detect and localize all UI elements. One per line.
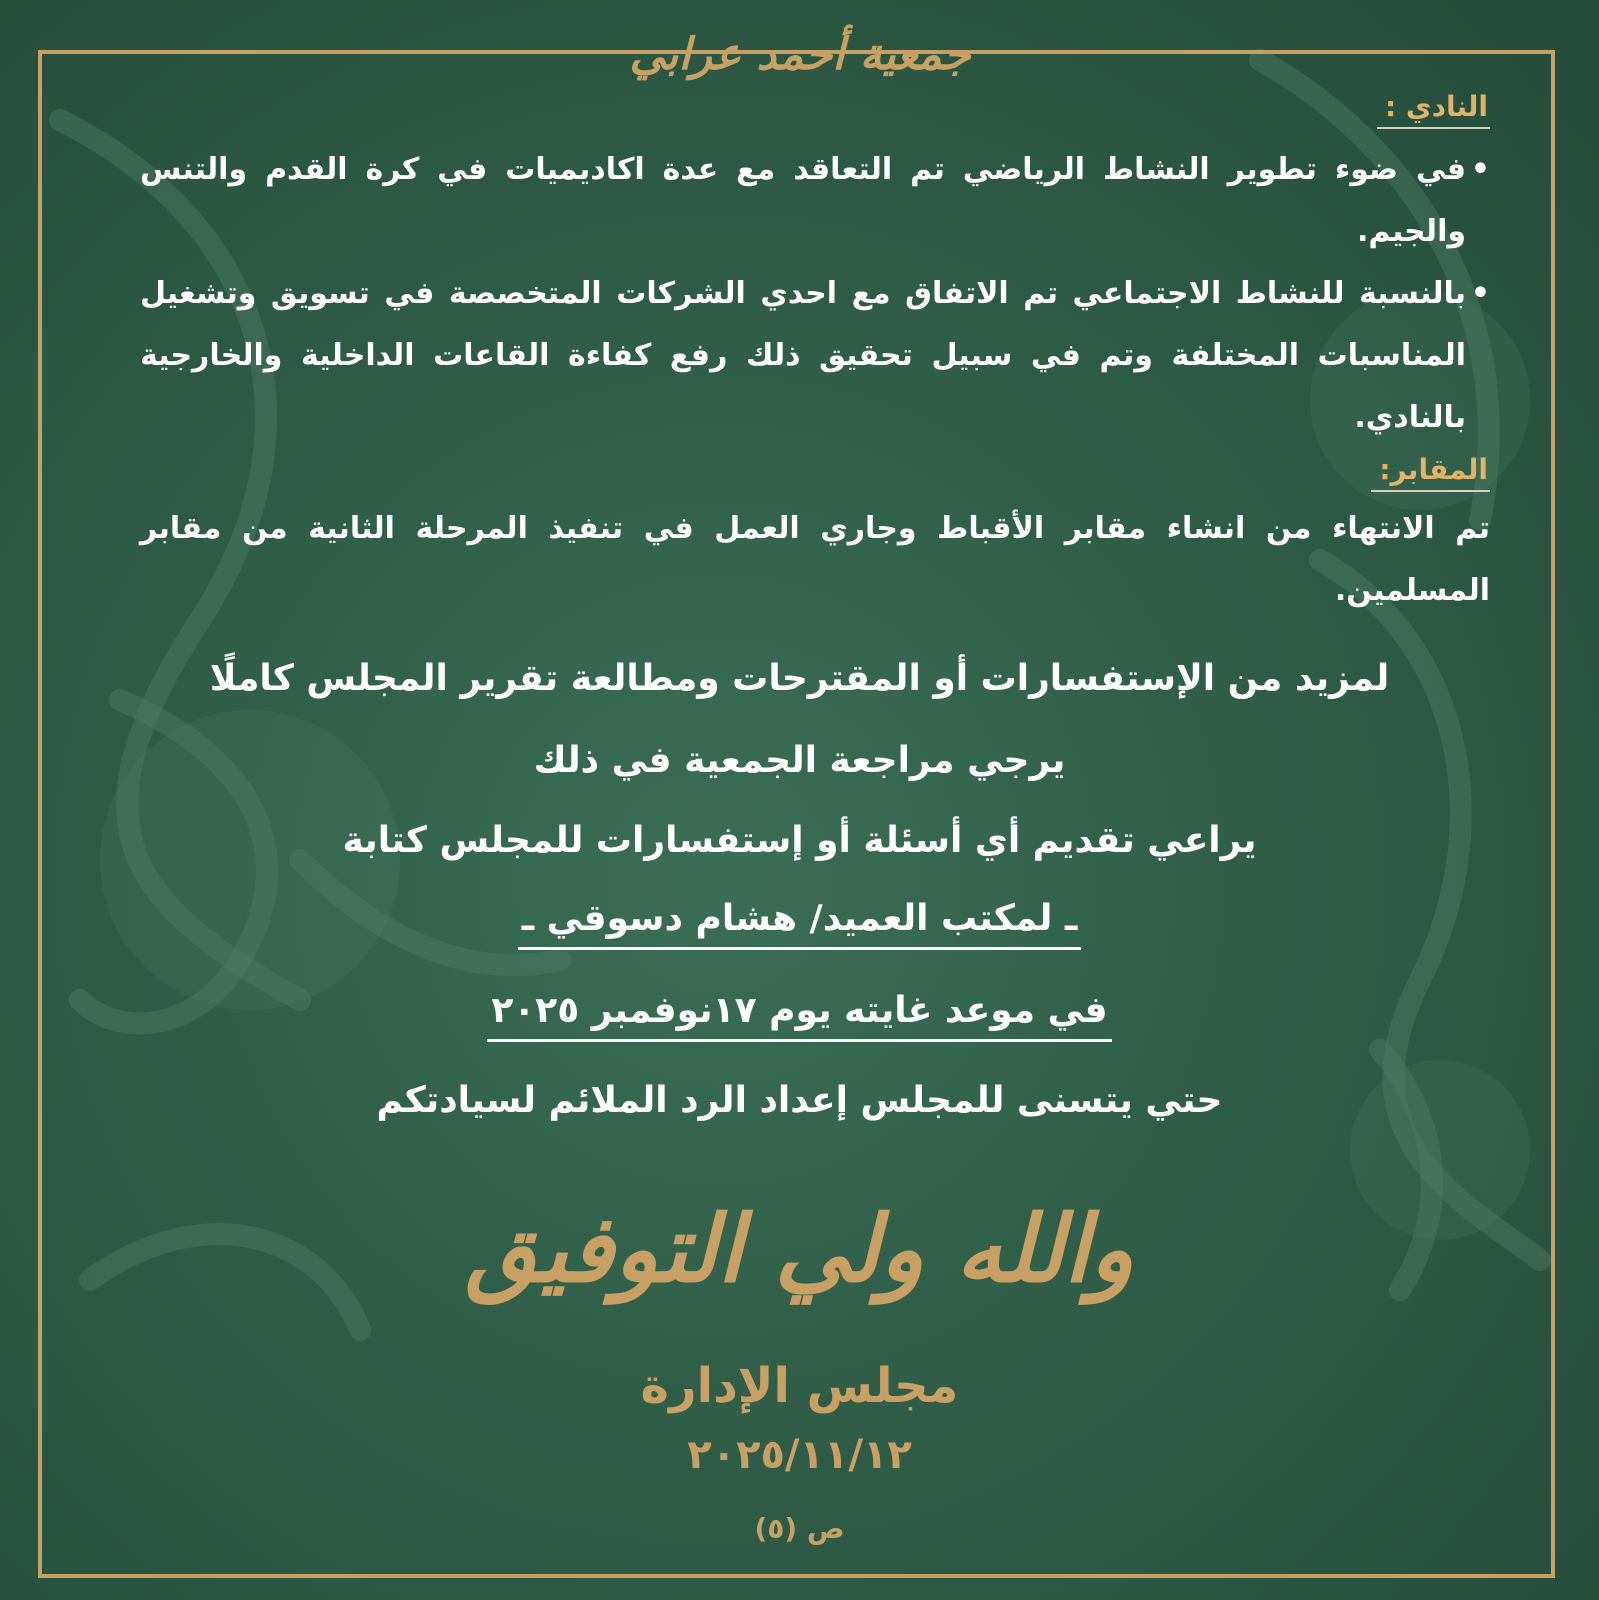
notice-line-1: لمزيد من الإستفسارات أو المقترحات ومطالعة تقرير المجلس كاملًا <box>209 658 1390 699</box>
club-section-title: النادي : <box>1377 90 1490 129</box>
notice-line-5-wrap <box>0 990 1599 1042</box>
club-bullet-list <box>140 139 1490 449</box>
notice-line-3: يراعي تقديم أي أسئلة أو إستفسارات للمجلس كتابة <box>342 820 1257 861</box>
dean-office-line: ـ لمكتب العميد/ هشام دسوقي ـ <box>518 898 1082 950</box>
club-bullet-2: • بالنسبة للنشاط الاجتماعي تم الاتفاق مع احدي الشركات المتخصصة في تسويق وتشغيل المناسبات المختلفة وتم في سبيل تحقيق ذلك رفع كفاءة القاعات الداخلية والخارجية بالنادي. <box>140 263 1490 449</box>
cemeteries-text: تم الانتهاء من انشاء مقابر الأقباط وجاري العمل في تنفيذ المرحلة الثانية من مقابر المسلمين. <box>140 511 1490 608</box>
board-date: ٢٠٢٥/١١/١٢ <box>687 1432 912 1478</box>
club-bullet-1: • في ضوء تطوير النشاط الرياضي تم التعاقد مع عدة اكاديميات في كرة القدم والتنس والجيم. <box>140 139 1490 263</box>
main-content <box>140 90 1490 622</box>
cemeteries-section-title: المقابر: <box>1371 453 1490 492</box>
association-logo <box>629 14 971 94</box>
logo-text: جمعية أحمد عرابي <box>629 28 971 80</box>
notice-line-4-wrap <box>0 898 1599 950</box>
board-signature: مجلس الإدارة <box>640 1358 959 1414</box>
closing-calligraphy: والله ولي التوفيق <box>465 1195 1134 1303</box>
notice-line-2: يرجي مراجعة الجمعية في ذلك <box>533 740 1066 781</box>
deadline-line: في موعد غايته يوم ١٧نوفمبر ٢٠٢٥ <box>487 990 1111 1042</box>
page-number: ص (٥) <box>754 1512 845 1545</box>
notice-line-6: حتي يتسنى للمجلس إعداد الرد الملائم لسيادتكم <box>376 1080 1223 1121</box>
